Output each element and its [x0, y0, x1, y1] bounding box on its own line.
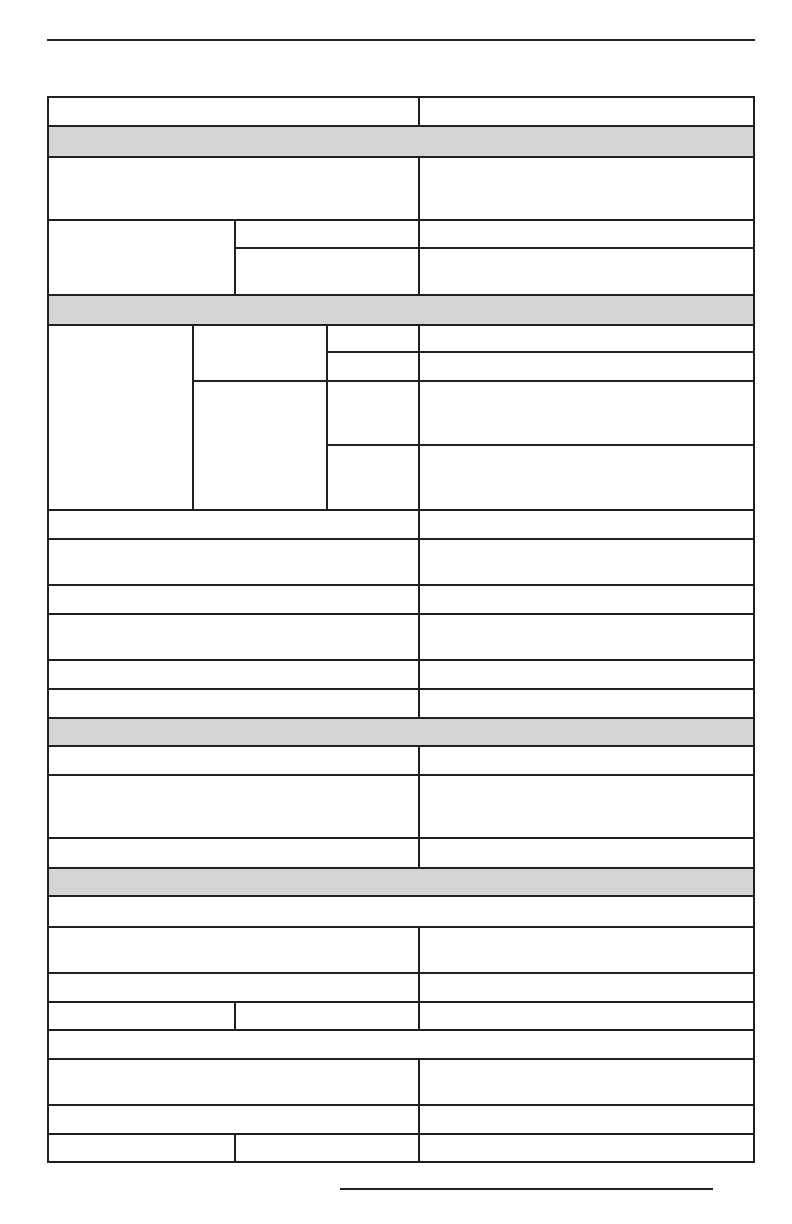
sub-column-divider	[326, 324, 328, 511]
sub-row-divider	[234, 247, 753, 249]
sub-column-divider	[234, 1001, 236, 1031]
row-divider	[49, 613, 753, 615]
section-band-2	[49, 296, 753, 324]
header-rule	[47, 39, 755, 41]
row-divider	[49, 837, 753, 839]
row-divider	[49, 1133, 753, 1135]
column-divider	[418, 747, 420, 869]
row-divider	[49, 659, 753, 661]
row-divider	[49, 538, 753, 540]
section-band-1	[49, 127, 753, 156]
section-band-3	[49, 719, 753, 747]
row-divider	[49, 895, 753, 897]
sub-row-divider	[192, 380, 753, 382]
column-divider	[418, 926, 420, 1031]
spec-table	[47, 96, 755, 1163]
section-band-4-label	[49, 869, 61, 875]
sub-row-divider	[326, 444, 753, 446]
row-divider	[49, 1029, 753, 1031]
section-band-3-label	[49, 719, 61, 725]
section-band-1-label	[49, 127, 61, 133]
row-divider	[49, 294, 753, 296]
row-divider	[49, 688, 753, 690]
row-divider	[49, 745, 753, 747]
section-band-2-label	[49, 296, 61, 302]
row-divider	[49, 1001, 753, 1003]
row-divider	[49, 219, 753, 221]
row-divider	[49, 1104, 753, 1106]
column-divider	[418, 1058, 420, 1161]
row-divider	[49, 717, 753, 719]
column-divider	[418, 324, 420, 719]
sub-row-divider	[326, 351, 753, 353]
sub-column-divider	[234, 219, 236, 296]
row-divider	[49, 584, 753, 586]
footer-rule	[340, 1188, 713, 1190]
row-divider	[49, 125, 753, 127]
row-divider	[49, 774, 753, 776]
row-divider	[49, 926, 753, 928]
row-divider	[49, 867, 753, 869]
row-divider	[49, 324, 753, 326]
sub-column-divider	[234, 1133, 236, 1161]
row-divider	[49, 1058, 753, 1060]
column-divider	[418, 156, 420, 296]
row-divider	[49, 509, 753, 511]
sub-column-divider	[192, 324, 194, 511]
column-divider	[418, 98, 420, 127]
row-divider	[49, 156, 753, 158]
row-divider	[49, 972, 753, 974]
section-band-4	[49, 869, 753, 897]
